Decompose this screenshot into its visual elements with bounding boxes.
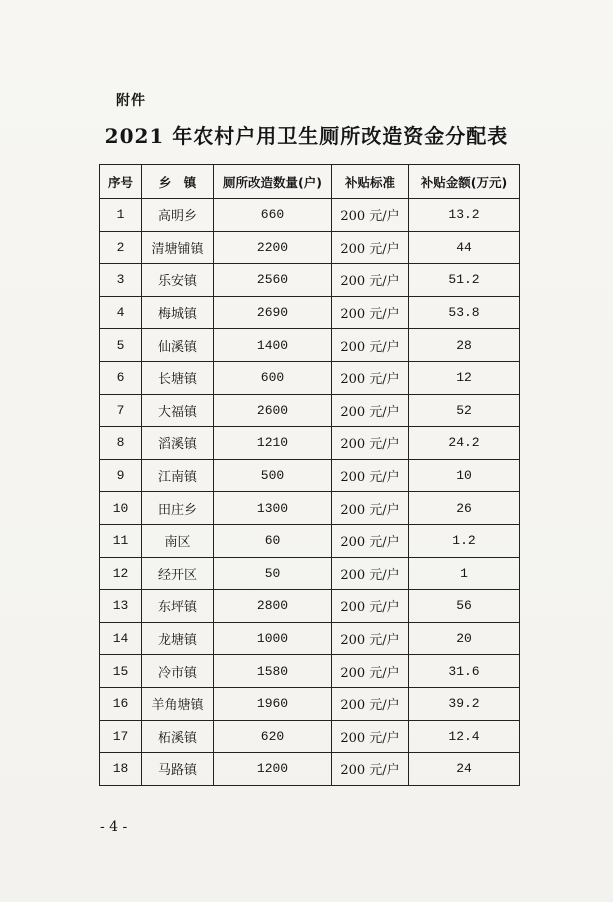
cell-township: 东坪镇 <box>142 590 214 623</box>
cell-standard: 200 元/户 <box>332 264 409 297</box>
table-row <box>100 264 520 297</box>
table-row <box>100 296 520 329</box>
cell-index: 18 <box>100 753 142 786</box>
cell-standard: 200 元/户 <box>332 720 409 753</box>
table-row <box>100 524 520 557</box>
cell-amount: 28 <box>409 329 520 362</box>
cell-index: 3 <box>100 264 142 297</box>
cell-amount: 12 <box>409 361 520 394</box>
cell-township: 冷市镇 <box>142 655 214 688</box>
cell-count: 500 <box>214 459 332 492</box>
table-row <box>100 427 520 460</box>
cell-standard: 200 元/户 <box>332 557 409 590</box>
table-row <box>100 687 520 720</box>
cell-index: 9 <box>100 459 142 492</box>
cell-index: 16 <box>100 687 142 720</box>
cell-index: 6 <box>100 361 142 394</box>
cell-township: 马路镇 <box>142 753 214 786</box>
cell-amount: 12.4 <box>409 720 520 753</box>
cell-township: 乐安镇 <box>142 264 214 297</box>
cell-amount: 51.2 <box>409 264 520 297</box>
cell-township: 田庄乡 <box>142 492 214 525</box>
table-row <box>100 231 520 264</box>
cell-amount: 10 <box>409 459 520 492</box>
cell-amount: 31.6 <box>409 655 520 688</box>
cell-township: 长塘镇 <box>142 361 214 394</box>
table-row <box>100 361 520 394</box>
cell-amount: 24 <box>409 753 520 786</box>
cell-township: 大福镇 <box>142 394 214 427</box>
cell-township: 经开区 <box>142 557 214 590</box>
cell-township: 清塘铺镇 <box>142 231 214 264</box>
column-header-index: 序号 <box>100 165 142 199</box>
cell-standard: 200 元/户 <box>332 622 409 655</box>
cell-count: 1300 <box>214 492 332 525</box>
table-row <box>100 557 520 590</box>
table-row <box>100 394 520 427</box>
cell-amount: 1.2 <box>409 524 520 557</box>
cell-count: 1960 <box>214 687 332 720</box>
cell-township: 龙塘镇 <box>142 622 214 655</box>
cell-count: 2800 <box>214 590 332 623</box>
cell-count: 600 <box>214 361 332 394</box>
cell-amount: 53.8 <box>409 296 520 329</box>
cell-count: 60 <box>214 524 332 557</box>
cell-index: 4 <box>100 296 142 329</box>
cell-amount: 1 <box>409 557 520 590</box>
cell-index: 10 <box>100 492 142 525</box>
column-header-township: 乡 镇 <box>142 165 214 199</box>
table-row <box>100 720 520 753</box>
cell-index: 5 <box>100 329 142 362</box>
document-title: 2021 年农村户用卫生厕所改造资金分配表 <box>104 124 509 148</box>
cell-amount: 13.2 <box>409 199 520 232</box>
cell-amount: 26 <box>409 492 520 525</box>
cell-standard: 200 元/户 <box>332 231 409 264</box>
cell-standard: 200 元/户 <box>332 655 409 688</box>
cell-township: 柘溪镇 <box>142 720 214 753</box>
cell-index: 14 <box>100 622 142 655</box>
cell-amount: 24.2 <box>409 427 520 460</box>
cell-count: 620 <box>214 720 332 753</box>
cell-count: 1200 <box>214 753 332 786</box>
cell-township: 羊角塘镇 <box>142 687 214 720</box>
cell-amount: 44 <box>409 231 520 264</box>
page-number: - 4 - <box>100 819 128 835</box>
cell-count: 1210 <box>214 427 332 460</box>
cell-count: 2600 <box>214 394 332 427</box>
cell-township: 江南镇 <box>142 459 214 492</box>
column-header-standard: 补贴标准 <box>332 165 409 199</box>
cell-standard: 200 元/户 <box>332 524 409 557</box>
cell-standard: 200 元/户 <box>332 459 409 492</box>
cell-township: 滔溪镇 <box>142 427 214 460</box>
cell-index: 17 <box>100 720 142 753</box>
table-row <box>100 753 520 786</box>
cell-standard: 200 元/户 <box>332 329 409 362</box>
cell-standard: 200 元/户 <box>332 427 409 460</box>
attachment-label: 附件 <box>116 93 146 109</box>
cell-count: 1400 <box>214 329 332 362</box>
cell-count: 50 <box>214 557 332 590</box>
cell-standard: 200 元/户 <box>332 687 409 720</box>
cell-standard: 200 元/户 <box>332 753 409 786</box>
cell-standard: 200 元/户 <box>332 199 409 232</box>
cell-count: 1580 <box>214 655 332 688</box>
cell-index: 2 <box>100 231 142 264</box>
cell-index: 8 <box>100 427 142 460</box>
cell-count: 1000 <box>214 622 332 655</box>
table-row <box>100 590 520 623</box>
cell-township: 南区 <box>142 524 214 557</box>
table-header-row <box>100 165 520 199</box>
cell-index: 11 <box>100 524 142 557</box>
table-body <box>100 199 520 786</box>
cell-count: 2690 <box>214 296 332 329</box>
cell-standard: 200 元/户 <box>332 296 409 329</box>
cell-count: 2560 <box>214 264 332 297</box>
cell-amount: 20 <box>409 622 520 655</box>
cell-count: 2200 <box>214 231 332 264</box>
table-row <box>100 459 520 492</box>
cell-index: 12 <box>100 557 142 590</box>
column-header-count: 厕所改造数量(户) <box>214 165 332 199</box>
table-row <box>100 199 520 232</box>
table-row <box>100 622 520 655</box>
cell-amount: 52 <box>409 394 520 427</box>
cell-standard: 200 元/户 <box>332 590 409 623</box>
cell-index: 1 <box>100 199 142 232</box>
cell-index: 15 <box>100 655 142 688</box>
table-row <box>100 492 520 525</box>
table-row <box>100 329 520 362</box>
cell-standard: 200 元/户 <box>332 492 409 525</box>
cell-count: 660 <box>214 199 332 232</box>
cell-amount: 56 <box>409 590 520 623</box>
table-row <box>100 655 520 688</box>
cell-township: 梅城镇 <box>142 296 214 329</box>
cell-amount: 39.2 <box>409 687 520 720</box>
cell-index: 13 <box>100 590 142 623</box>
cell-township: 仙溪镇 <box>142 329 214 362</box>
cell-township: 高明乡 <box>142 199 214 232</box>
cell-standard: 200 元/户 <box>332 394 409 427</box>
cell-index: 7 <box>100 394 142 427</box>
column-header-amount: 补贴金额(万元) <box>409 165 520 199</box>
allocation-table <box>99 164 520 786</box>
cell-standard: 200 元/户 <box>332 361 409 394</box>
